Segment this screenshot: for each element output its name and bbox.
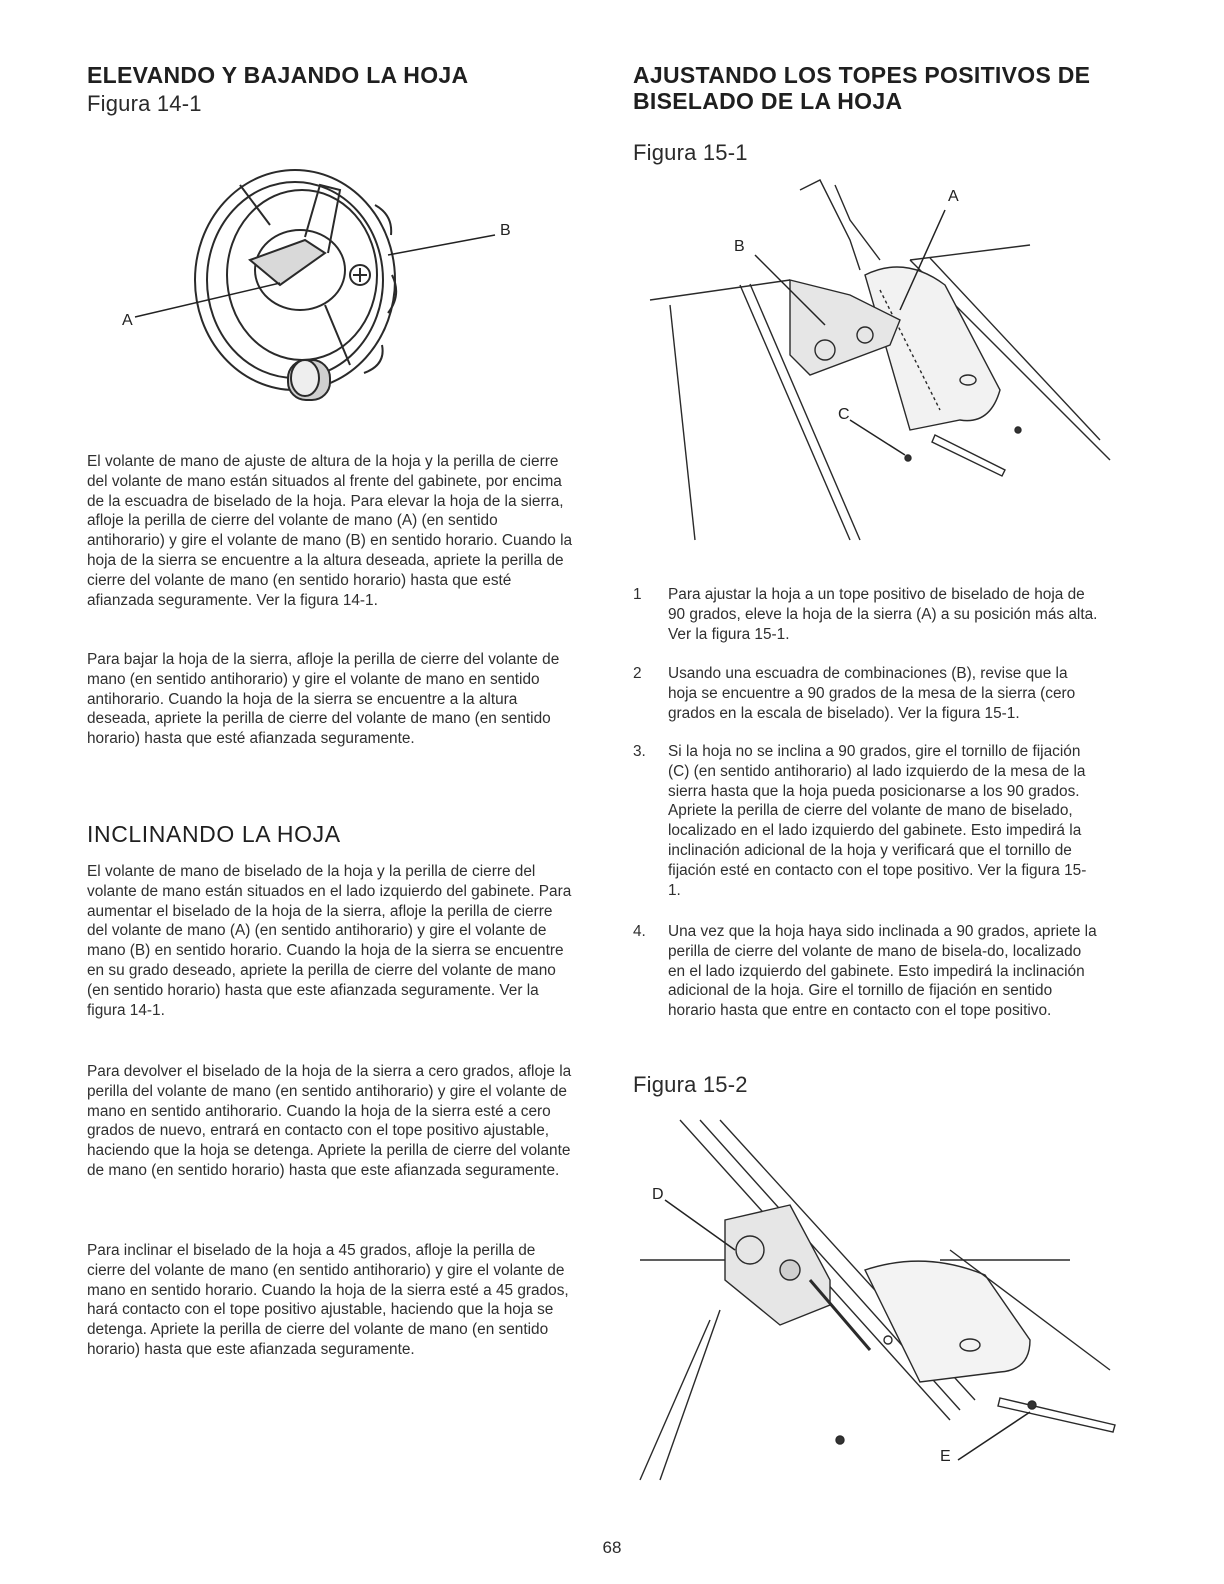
figure-15-1 xyxy=(650,180,1110,550)
section-title-inclinando: INCLINANDO LA HOJA xyxy=(87,821,341,847)
callout-e-fig15-2: E xyxy=(940,1448,951,1465)
callout-a-fig15-1: A xyxy=(948,188,959,205)
callout-b-fig14: B xyxy=(500,222,511,239)
step-number: 4. xyxy=(633,923,646,940)
paragraph: Para inclinar el biselado de la hoja a 45 grados, afloje la perilla de cierre del volante de mano (en sentido antihorario) y gire el volante de mano en sentido horario. Cuando la hoja de la sierra esté a 45 grados, hará contacto con el tope positivo ajustable, haciendo que la hoja se detenga. Apriete la perilla de cierre del volante de mano (en sentido horario) hasta que este afianzada seguramente. xyxy=(87,1242,569,1358)
paragraph: El volante de mano de biselado de la hoja y la perilla de cierre del volante de mano están situados en el lado izquierdo del gabinete. Para aumentar el biselado de la hoja de la sierra, afloje la perilla de cierre del volante de mano (A) (en sentido antihorario) y gire el volante de mano (B) en sentido horario. Cuando la hoja de la sierra se encuentre en su grado deseado, apriete la perilla de cierre del volante de mano (en sentido horario) hasta que este afianzada seguramente. Ver la figura 14-1. xyxy=(87,863,572,1019)
step-text: Para ajustar la hoja a un tope positivo de biselado de hoja de 90 grados, eleve la hoja de la sierra (A) a su posición más alta. Ver la figura 15-1. xyxy=(668,586,1098,643)
section-title-ajustando: AJUSTANDO LOS TOPES POSITIVOS DE BISELADO DE LA HOJA xyxy=(633,62,1091,114)
step-number: 3. xyxy=(633,743,646,760)
paragraph: Para devolver el biselado de la hoja de la sierra a cero grados, afloje la perilla del volante de mano (en sentido antihorario) y gire el volante de mano en sentido antihorario. Cuando la hoja de la sierra esté a cero grados de nuevo, entrará en contacto con el tope positivo ajustable, haciendo que la hoja se detenga. Apriete la perilla de cierre del volante de mano (en sentido horario) hasta que este afianzada seguramente. xyxy=(87,1063,572,1179)
figure-15-2 xyxy=(640,1120,1130,1490)
figure-15-1-caption: Figura 15-1 xyxy=(633,140,748,165)
step-number: 1 xyxy=(633,586,642,603)
callout-b-fig15-1: B xyxy=(734,238,745,255)
step-number: 2 xyxy=(633,665,642,682)
paragraph: Para bajar la hoja de la sierra, afloje la perilla de cierre del volante de mano (en sentido antihorario) y gire el volante de mano en sentido antihorario. Cuando la hoja de la sierra se encuentre a la altura deseada, apriete la perilla de cierre del volante de mano (en sentido horario) hasta que esté afianzada seguramente. xyxy=(87,651,560,748)
callout-c-fig15-1: C xyxy=(838,406,850,423)
figure-15-2-caption: Figura 15-2 xyxy=(633,1072,748,1097)
step-text: Una vez que la hoja haya sido inclinada a 90 grados, apriete la perilla de cierre del volante de mano de bisela-do, localizado en el lado izquierdo del gabinete. Esto impedirá la inclinación adicional de la hoja. Gire el tornillo de fijación en sentido horario hasta que entre en contacto con el tope positivo. xyxy=(668,923,1097,1020)
section-title-elevando: ELEVANDO Y BAJANDO LA HOJA xyxy=(87,62,469,88)
callout-d-fig15-2: D xyxy=(652,1186,664,1203)
figure-14-1-caption: Figura 14-1 xyxy=(87,91,202,116)
handwheel-figure xyxy=(120,165,520,425)
paragraph: El volante de mano de ajuste de altura de la hoja y la perilla de cierre del volante de mano están situados al frente del gabinete, por encima de la escuadra de biselado de la hoja. Para elevar la hoja de la sierra, afloje la perilla de cierre del volante de mano (A) (en sentido antihorario) y gire el volante de mano (B) en sentido horario. Cuando la hoja de la sierra se encuentre a la altura deseada, apriete la perilla de cierre del volante de mano (en sentido horario) hasta que esté afianzada seguramente. Ver la figura 14-1. xyxy=(87,453,573,609)
step-text: Si la hoja no se inclina a 90 grados, gire el tornillo de fijación (C) (en sentido antihorario) al lado izquierdo de la mesa de la sierra hasta que la hoja pueda posicionarse a los 90 grados. Apriete la perilla de cierre del volante de mano de biselado, localizado en el lado izquierdo del gabinete. Esto impedirá la inclinación adicional de la hoja y verificará que el tornillo de fijación esté en contacto con el tope positivo. Ver la figura 15-1. xyxy=(668,743,1087,899)
callout-a-fig14: A xyxy=(122,312,133,329)
page-number: 68 xyxy=(602,1538,622,1557)
step-text: Usando una escuadra de combinaciones (B), revise que la hoja se encuentre a 90 grados de la mesa de la sierra (cero grados en la escala de biselado). Ver la figura 15-1. xyxy=(668,665,1076,722)
